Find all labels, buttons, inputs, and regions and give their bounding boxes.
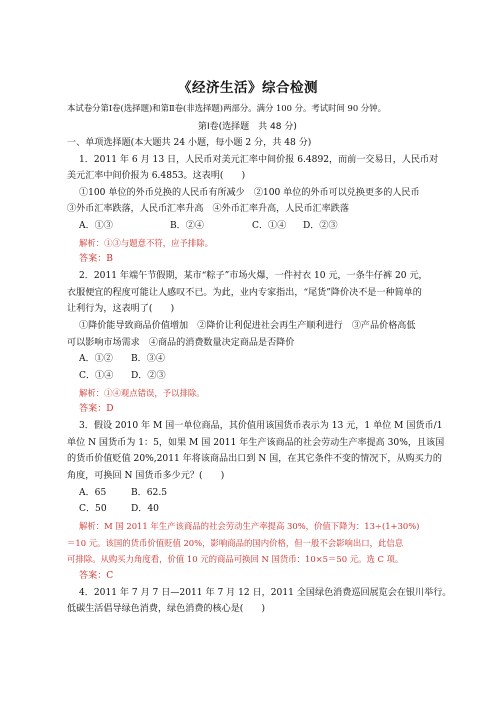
document-title: 《经济生活》综合检测 [178, 80, 318, 96]
q2-stem-line-1: 2．2011 年端午节假期，某市“粽子”市场火爆，一件衬衣 10 元，一条牛仔裤 20 元， [79, 271, 428, 281]
q3-option-b: B．62.5 [131, 488, 168, 498]
q3-stem-line-3: 的货币价值贬值 20%,2011 年将该商品出口到 N 国，在其它条件不变的情况下，从购买力的 [67, 454, 442, 464]
q3-stem-line-4: 角度，可换回 N 国货币多少元？( ) [67, 471, 225, 481]
q3-option-d: D．40 [131, 504, 159, 514]
q1-option-c: C．①④ [252, 221, 287, 231]
q2-stem-line-2: 衣服便宜的程度可能让人感叹不已。为此，业内专家指出，“尾货”降价决不是一种简单的 [67, 288, 422, 298]
q4-stem-line-2: 低碳生活倡导绿色消费，绿色消费的核心是( ) [67, 604, 266, 614]
q3-stem-line-2: 单位 N 国货币为 1：5，如果 M 国 2011 年生产该商品的社会劳动生产率提高 30%，且该国 [67, 438, 445, 448]
q2-statement-line-2: 可以影响市场需求 ④商品的消费数量决定商品是否降价 [67, 338, 295, 348]
section-title: 第Ⅰ卷(选择题 共 48 分) [198, 122, 297, 132]
q1-option-d: D．②③ [303, 221, 338, 231]
q1-statement-line-2: ③外币汇率跌落，人民币汇率升高 ④外币汇率升高，人民币汇率跌落 [67, 204, 349, 214]
q2-option-b: B．③④ [131, 354, 165, 364]
q3-analysis-line-3: 可排除。从购买力角度看，价值 10 元的商品可换回 N 国货币：10×5＝50 元。选 C 项。 [67, 554, 404, 564]
q1-answer: 答案：B [79, 254, 113, 264]
q3-analysis-line-1: 解析：M 国 2011 年生产该商品的社会劳动生产率提高 30%，价值下降为：13÷(1+30%) [79, 521, 420, 531]
q1-statement-line-1: ①100 单位的外币兑换的人民币有所减少 ②100 单位的外币可以兑换更多的人民币 [79, 188, 420, 198]
q2-analysis: 解析：①④观点错误，予以排除。 [79, 388, 205, 398]
q3-answer: 答案：C [79, 571, 114, 581]
q2-option-c: C．①④ [79, 371, 114, 381]
q3-option-c: C．50 [79, 504, 107, 514]
q1-stem-line-1: 1．2011 年 6 月 13 日，人民币对美元汇率中间价报 6.4892，而前一交易日，人民币对 [79, 155, 439, 165]
q2-option-d: D．②③ [131, 371, 166, 381]
q2-option-a: A．①② [79, 354, 113, 364]
part-heading: 一、单项选择题(本大题共 24 小题，每小题 2 分，共 48 分) [67, 138, 312, 148]
q2-statement-line-1: ①降价能导致商品价值增加 ②降价让利促进社会再生产顺利进行 ③产品价格高低 [79, 321, 416, 331]
q1-option-a: A．①③ [79, 221, 113, 231]
q1-option-b: B．②④ [170, 221, 204, 231]
q1-analysis: 解析：①③与题意不符，应予排除。 [79, 238, 213, 248]
q3-option-a: A．65 [79, 488, 107, 498]
q3-analysis-line-2: ＝10 元。该国的货币价值贬值 20%，影响商品的国内价格，但一般不会影响出口，此信息 [67, 538, 404, 548]
q3-stem-line-1: 3．假设 2010 年 M 国一单位商品，其价值用该国货币表示为 13 元，1 单位 M 国货币/1 [79, 421, 443, 431]
q1-stem-line-2: 美元汇率中间价报为 6.4853。这表明( ) [67, 171, 246, 181]
exam-intro: 本试卷分第Ⅰ卷(选择题)和第Ⅱ卷(非选择题)两部分。满分 100 分。考试时间 90 分钟。 [67, 103, 386, 113]
q4-stem-line-1: 4．2011 年 7 月 7 日—2011 年 7 月 12 日，2011 全国绿色消费巡回展览会在银川举行。 [79, 588, 452, 598]
q2-stem-line-3: 让利行为，这表明了( ) [67, 304, 175, 314]
q2-answer: 答案：D [79, 404, 114, 414]
